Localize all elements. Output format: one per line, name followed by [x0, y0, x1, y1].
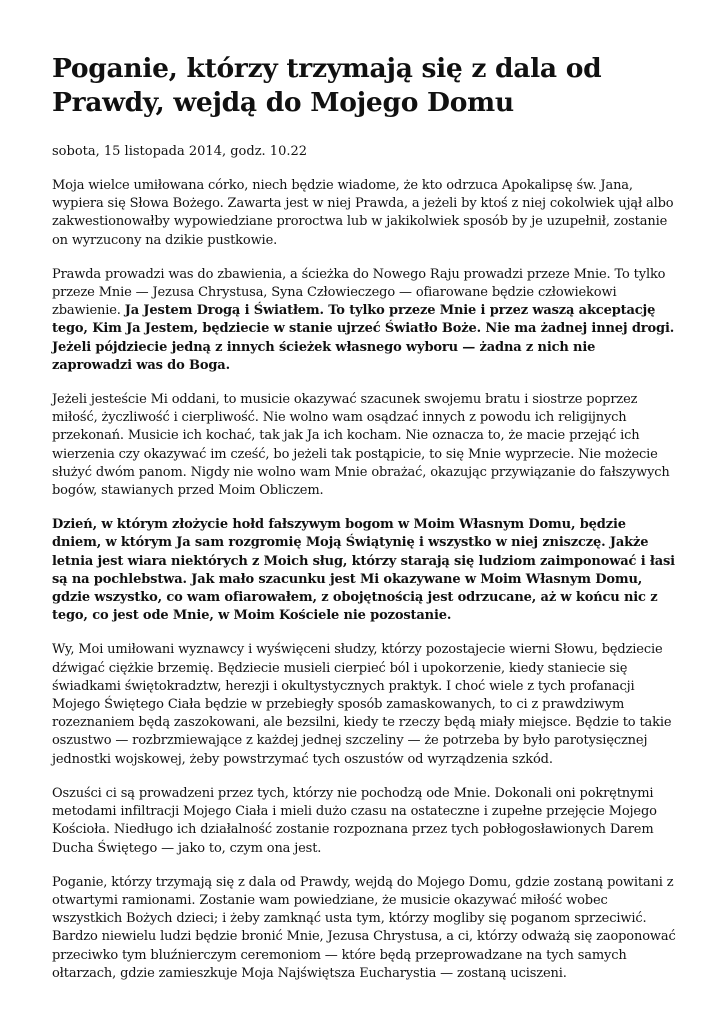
- paragraph-6: Oszuści ci są prowadzeni przez tych, którzy nie pochodzą ode Mnie. Dokonali oni pokrętnymi metodami infiltracji Mojego Ciała i mieli dużo czasu na ostateczne i zupełne przejęcie Mojego Kościoła. Niedługo ich działalność zostanie rozpoznana przez tych pobłogosławionych Darem Ducha Świętego — jako to, czym ona jest.: [52, 785, 657, 856]
- paragraph-3: Jeżeli jesteście Mi oddani, to musicie okazywać szacunek swojemu bratu i siostrze poprzez miłość, życzliwość i cierpliwość. Nie wolno wam osądzać innych z powodu ich religijnych przekonań. Musicie ich kochać, tak jak Ja ich kocham. Nie oznacza to, że macie przejąć ich wierzenia czy okazywać im cześć, bo jeżeli tak postąpicie, to się Mnie wyprzecie. Nie możecie służyć dwóm panom. Nigdy nie wolno wam Mnie obrażać, okazując przywiązanie do fałszywych bogów, stawianych przed Moim Obliczem.: [52, 392, 670, 499]
- paragraph-7: Poganie, którzy trzymają się z dala od Prawdy, wejdą do Mojego Domu, gdzie zostaną powitani z otwartymi ramionami. Zostanie wam powiedziane, że musicie okazywać miłość wobec wszystkich Bożych dzieci; i żeby zamknąć usta tym, którzy mogliby się poganom sprzeciwić. Bardzo niewielu ludzi będzie bronić Mnie, Jezusa Chrystusa, a ci, którzy odważą się zaoponować przeciwko tym bluźnierczym ceremoniom — które będą przeprowadzane na tych samych ołtarzach, gdzie zamieszkuje Moja Najświętsza Eucharystia — zostaną uciszeni.: [52, 874, 676, 981]
- paragraph-2-bold-text: Ja Jestem Drogą i Światłem. To tylko przeze Mnie i przez waszą akceptację tego, Kim Ja Jestem, będziecie w stanie ujrzeć Światło Boże. Nie ma żadnej innej drogi. Jeżeli pójdziecie jedną z innych ścieżek własnego wyboru — żadna z nich nie zaprowadzi was do Boga.: [52, 303, 675, 373]
- paragraph-2: [52, 266, 677, 375]
- paragraph-2-text: Prawda prowadzi was do zbawienia, a ścieżka do Nowego Raju prowadzi przeze Mnie. To tylko przeze Mnie — Jezusa Chrystusa, Syna Człowieczego — ofiarowane będzie człowiekowi zbawienie.: [52, 266, 666, 319]
- page-title: Poganie, którzy trzymają się z dala od Prawdy, wejdą do Mojego Domu: [52, 53, 602, 118]
- paragraph-1: Moja wielce umiłowana córko, niech będzie wiadome, że kto odrzuca Apokalipsę św. Jana, wypiera się Słowa Bożego. Zawarta jest w niej Prawda, a jeżeli by ktoś z niej cokolwiek ujął albo zakwestionowałby wypowiedziane proroctwa lub w jakikolwiek sposób by je uzupełnił, zostanie on wyrzucony na dzikie pustkowie.: [52, 178, 674, 248]
- publication-date: sobota, 15 listopada 2014, godz. 10.22: [52, 144, 308, 159]
- paragraph-5: Wy, Moi umiłowani wyznawcy i wyświęceni słudzy, którzy pozostajecie wierni Słowu, będziecie dźwigać ciężkie brzemię. Będziecie musieli cierpieć ból i upokorzenie, kiedy staniecie się świadkami świętokradztw, herezji i okultystycznych praktyk. I choć wiele z tych profanacji Mojego Świętego Ciała będzie w przebiegły sposób zamaskowanych, to ci z prawdziwym rozeznaniem będą zaszokowani, ale bezsilni, kiedy te rzeczy będą miały miejsce. Będzie to takie oszustwo — rozbrzmiewające z każdej jednej szczeliny — że potrzeba by było parotysięcznej jednostki wojskowej, żeby powstrzymać tych oszustów od wyrządzenia szkód.: [52, 642, 672, 767]
- article: [52, 52, 677, 983]
- paragraph-4-bold-text: Dzień, w którym złożycie hołd fałszywym bogom w Moim Własnym Domu, będzie dniem, w którym Ja sam rozgromię Moją Świątynię i wszystko w niej zniszczę. Jakże letnia jest wiara niektórych z Moich sług, którzy starają się ludziom zaimponować i łasi są na pochlebstwa. Jak mało szacunku jest Mi okazywane w Moim Własnym Domu, gdzie wszystko, co wam ofiarowałem, z obojętnością jest odrzucane, aż w końcu nic z tego, co jest ode Mnie, w Moim Kościele nie pozostanie.: [52, 517, 675, 624]
- paragraph-4: [52, 516, 677, 625]
